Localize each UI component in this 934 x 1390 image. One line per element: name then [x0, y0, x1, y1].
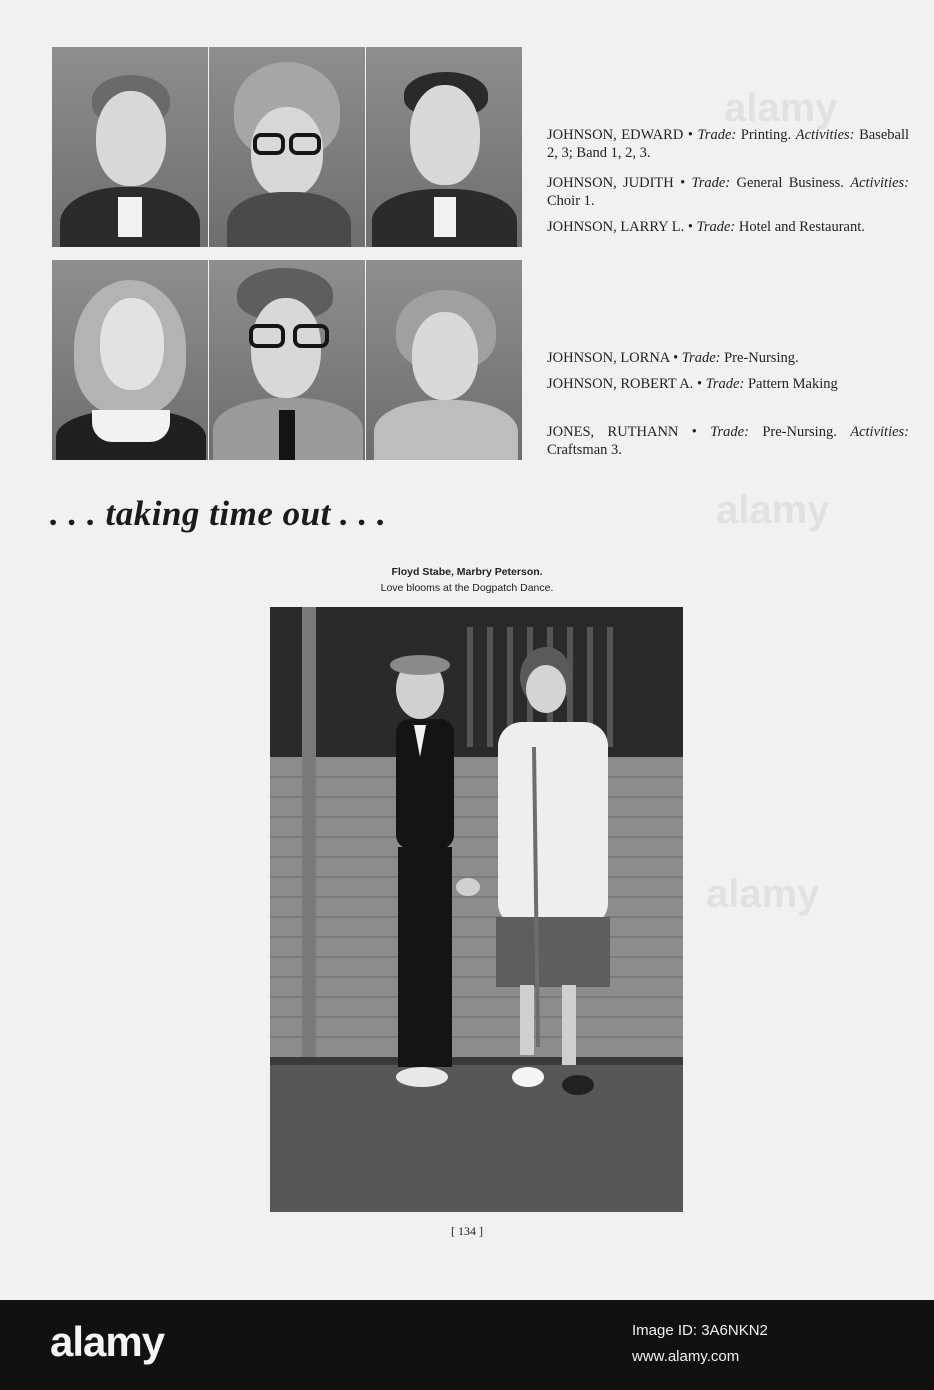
watermark-text: alamy	[724, 86, 838, 130]
section-headline: . . . taking time out . . .	[50, 494, 387, 533]
student-entry-judith: JOHNSON, JUDITH • Trade: General Business. Activities: Choir 1.	[547, 175, 910, 209]
dogpatch-dance-photo	[270, 607, 683, 1212]
student-entry-ruthann: JONES, RUTHANN • Trade: Pre-Nursing. Activities: Craftsman 3.	[547, 424, 910, 458]
alamy-logo: alamy	[50, 1318, 165, 1365]
student-name: JOHNSON, LORNA	[547, 350, 670, 366]
student-entry-lorna: JOHNSON, LORNA • Trade: Pre-Nursing.	[547, 350, 799, 366]
watermark-text: alamy	[706, 872, 820, 916]
photo-caption-text: Love blooms at the Dogpatch Dance.	[380, 582, 554, 594]
student-entry-larry: JOHNSON, LARRY L. • Trade: Hotel and Restaurant.	[547, 219, 865, 235]
portrait-photo-edward	[52, 47, 208, 247]
dance-photo-illustration	[270, 607, 683, 1212]
portrait-photo-ruthann	[366, 260, 522, 460]
image-id-label: Image ID: 3A6NKN2	[632, 1322, 768, 1339]
portrait-photo-robert	[209, 260, 365, 460]
student-entry-edward: JOHNSON, EDWARD • Trade: Printing. Activities: Baseball 2, 3; Band 1, 2, 3.	[547, 127, 910, 161]
portrait-photo-lorna	[52, 260, 208, 460]
portrait-photo-judith	[209, 47, 365, 247]
student-entry-robert: JOHNSON, ROBERT A. • Trade: Pattern Making	[547, 376, 838, 392]
site-url-label: www.alamy.com	[632, 1348, 740, 1365]
student-name: JOHNSON, ROBERT A.	[547, 376, 694, 392]
page-number: [ 134 ]	[451, 1224, 483, 1238]
watermark-text: alamy	[716, 488, 830, 532]
student-name: JOHNSON, JUDITH	[547, 175, 674, 191]
student-name: JOHNSON, LARRY L.	[547, 219, 685, 235]
student-name: JOHNSON, EDWARD	[547, 127, 684, 143]
portrait-photo-larry	[366, 47, 522, 247]
photo-caption-names: Floyd Stabe, Marbry Peterson.	[391, 566, 543, 578]
student-name: JONES, RUTHANN	[547, 424, 679, 440]
